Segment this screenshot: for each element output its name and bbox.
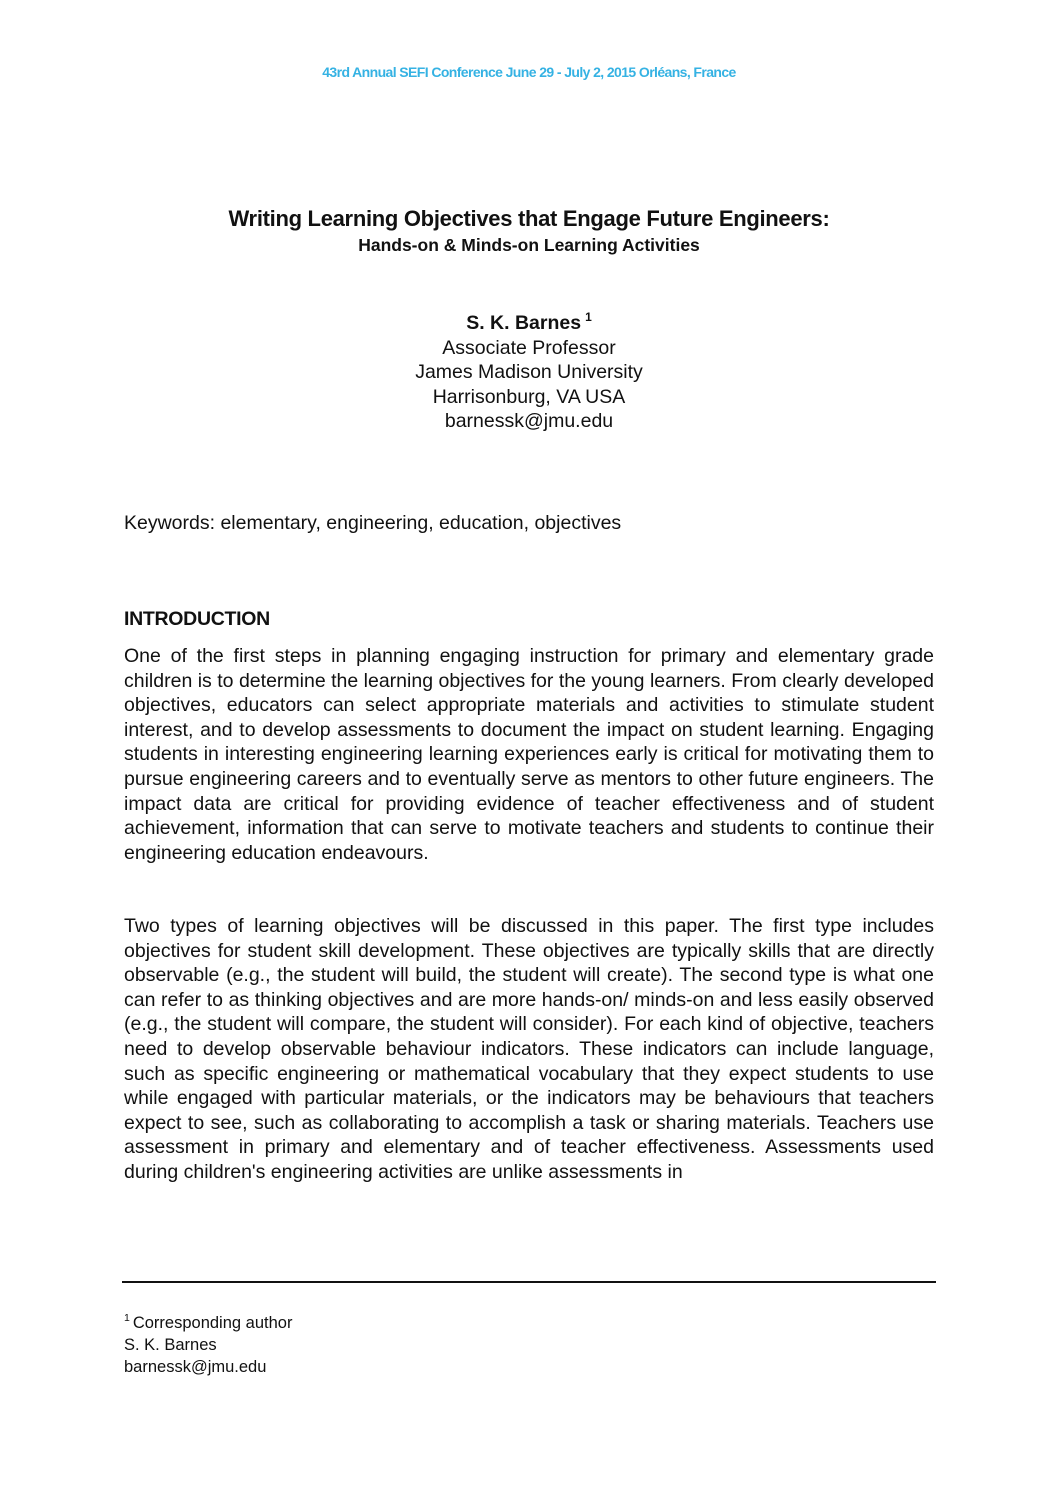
footnote-label-line [124, 1307, 292, 1334]
paper-subtitle: Hands-on & Minds-on Learning Activities [358, 235, 700, 255]
paper-title: Writing Learning Objectives that Engage Future Engineers: [228, 206, 830, 231]
footnote-divider [122, 1281, 936, 1283]
conference-header: 43rd Annual SEFI Conference June 29 - July 2, 2015 Orléans, France [322, 64, 736, 80]
section-heading-introduction: INTRODUCTION [124, 608, 270, 630]
footnote [124, 1307, 292, 1378]
footnote-mark: 1 [124, 1312, 130, 1324]
author-block [0, 305, 1058, 434]
author-email: barnessk@jmu.edu [444, 410, 614, 432]
footnote-label: Corresponding author [132, 1314, 293, 1332]
author-footnote-mark: 1 [585, 310, 592, 324]
author-affiliation: James Madison University [415, 361, 643, 383]
introduction-paragraph-2: Two types of learning objectives will be discussed in this paper. The first type includes objectives for student skill development. These objectives are typically skills that are directly observable (e.g., the student will build, the student will create). The second type is what one can refer to as thinking objectives and are more hands-on/ minds-on and less easily observed (e.g., the student will compare, the student will consider). For each kind of objective, teachers need to develop observable behaviour indicators. These indicators can include language, such as specific engineering or mathematical vocabulary that they expect students to use while engaged with particular materials, or the indicators may be behaviours that teachers expect to see, such as collaborating to accomplish a task or sharing materials. Teachers use assessment in primary and elementary and of teacher effectiveness. Assessments used during children's engineering activities are unlike assessments in [124, 915, 934, 1183]
author-location: Harrisonburg, VA USA [432, 385, 626, 408]
author-name: S. K. Barnes [466, 312, 582, 334]
footnote-name: S. K. Barnes [124, 1336, 217, 1354]
author-position: Associate Professor [442, 336, 616, 359]
introduction-paragraph-1: One of the first steps in planning engaging instruction for primary and elementary grade children is to determine the learning objectives for the young learners. From clearly developed objectives, educators can select appropriate materials and activities to stimulate student interest, and to develop assessments to document the impact on student learning. Engaging students in interesting engineering learning experiences early is critical for motivating them to pursue engineering careers and to eventually serve as mentors to other future engineers. The impact data are critical for providing evidence of teacher effectiveness and of student achievement, information that can serve to motivate teachers and students to continue their engineering education endeavours. [124, 645, 934, 864]
footnote-email: barnessk@jmu.edu [124, 1358, 267, 1376]
author-name-line [0, 305, 1058, 336]
keywords: Keywords: elementary, engineering, education, objectives [124, 512, 622, 534]
